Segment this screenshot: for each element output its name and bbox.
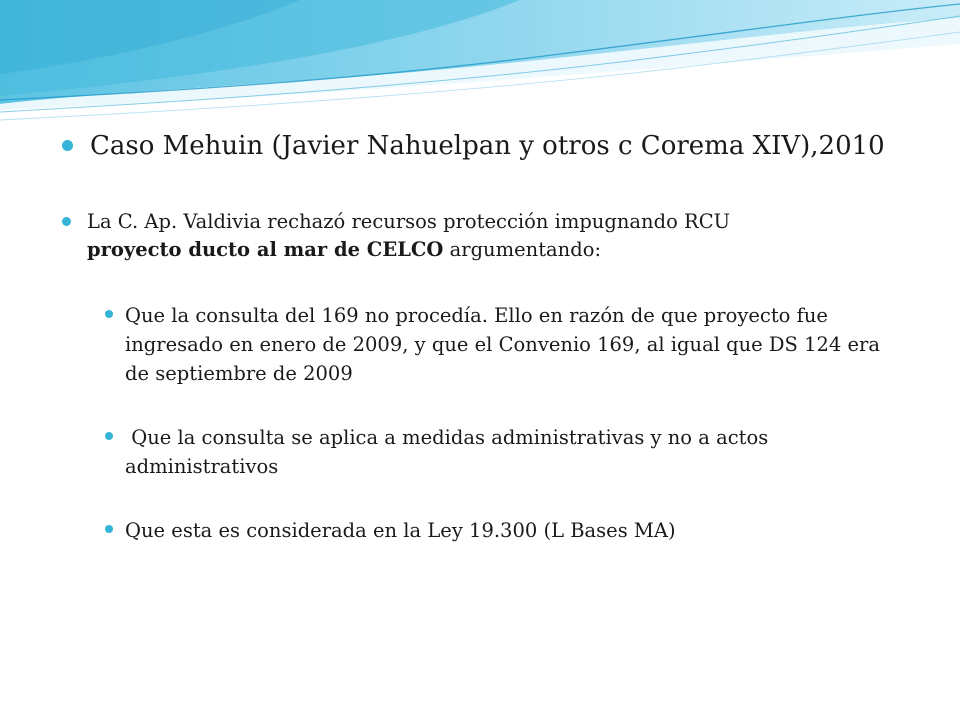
intro-suffix: argumentando: — [443, 238, 602, 261]
intro-text: La C. Ap. Valdivia rechazó recursos protección impugnando RCU — [87, 210, 731, 233]
slide-content — [60, 128, 920, 545]
argument-item-2 — [105, 423, 885, 481]
slide-title-item — [60, 128, 920, 164]
argument-text: Que esta es considerada en la Ley 19.300 (L Bases MA) — [125, 519, 676, 542]
bullet-icon — [105, 432, 113, 440]
bullet-icon — [105, 310, 113, 318]
argument-item-3 — [105, 516, 885, 545]
bullet-icon — [62, 140, 73, 151]
argument-item-1 — [105, 301, 885, 388]
intro-project-name: proyecto ducto al mar de CELCO — [87, 238, 444, 261]
argument-text: Que la consulta se aplica a medidas administrativas y no a actos administrativos — [125, 426, 775, 478]
header-wave-decoration — [0, 0, 960, 130]
argument-text: Que la consulta del 169 no procedía. Ello en razón de que proyecto fue ingresado en enero de 2009, y que el Convenio 169, al igual que DS 124 era de septiembre de 2009 — [125, 304, 881, 385]
bullet-icon — [62, 217, 71, 226]
bullet-icon — [105, 525, 113, 533]
intro-item — [60, 208, 867, 264]
slide-title: Caso Mehuin (Javier Nahuelpan y otros c Corema XIV),2010 — [90, 131, 885, 161]
